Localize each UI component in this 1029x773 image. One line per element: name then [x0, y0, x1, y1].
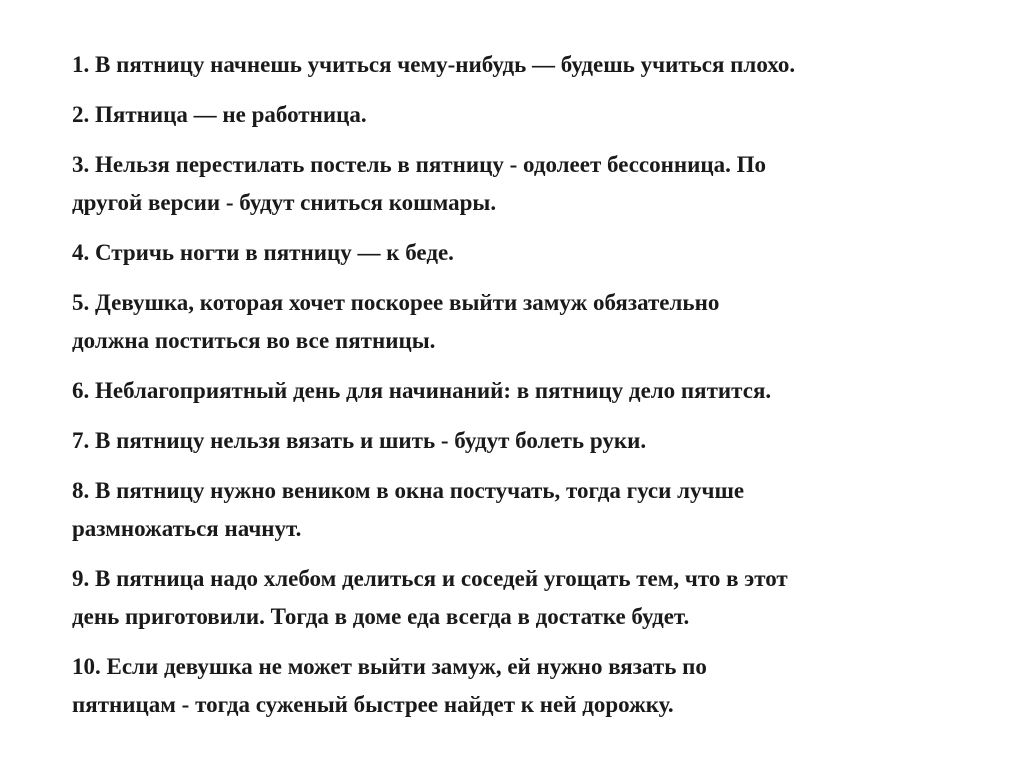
list-item: 8. В пятницу нужно веником в окна постучать, тогда гуси лучше размножаться начнут. — [72, 478, 745, 541]
list-item: 2. Пятница — не работница. — [72, 102, 367, 127]
list-item: 5. Девушка, которая хочет поскорее выйти замуж обязательно должна поститься во все пятницы. — [72, 290, 720, 353]
list-item: 4. Стричь ногти в пятницу — к беде. — [72, 240, 454, 265]
list-item: 1. В пятницу начнешь учиться чему-нибудь — будешь учиться плохо. — [72, 52, 796, 77]
list-item: 6. Неблагоприятный день для начинаний: в пятницу дело пятится. — [72, 378, 772, 403]
list-item: 10. Если девушка не может выйти замуж, ей нужно вязать по пятницам - тогда суженый быстрее найдет к ней дорожку. — [72, 654, 707, 717]
list-item: 9. В пятница надо хлебом делиться и соседей угощать тем, что в этот день приготовили. Тогда в доме еда всегда в достатке будет. — [72, 566, 788, 629]
list-item: 7. В пятницу нельзя вязать и шить - будут болеть руки. — [72, 428, 647, 453]
superstitions-list — [72, 46, 972, 724]
list-item: 3. Нельзя перестилать постель в пятницу - одолеет бессонница. По другой версии - будут сниться кошмары. — [72, 152, 767, 215]
